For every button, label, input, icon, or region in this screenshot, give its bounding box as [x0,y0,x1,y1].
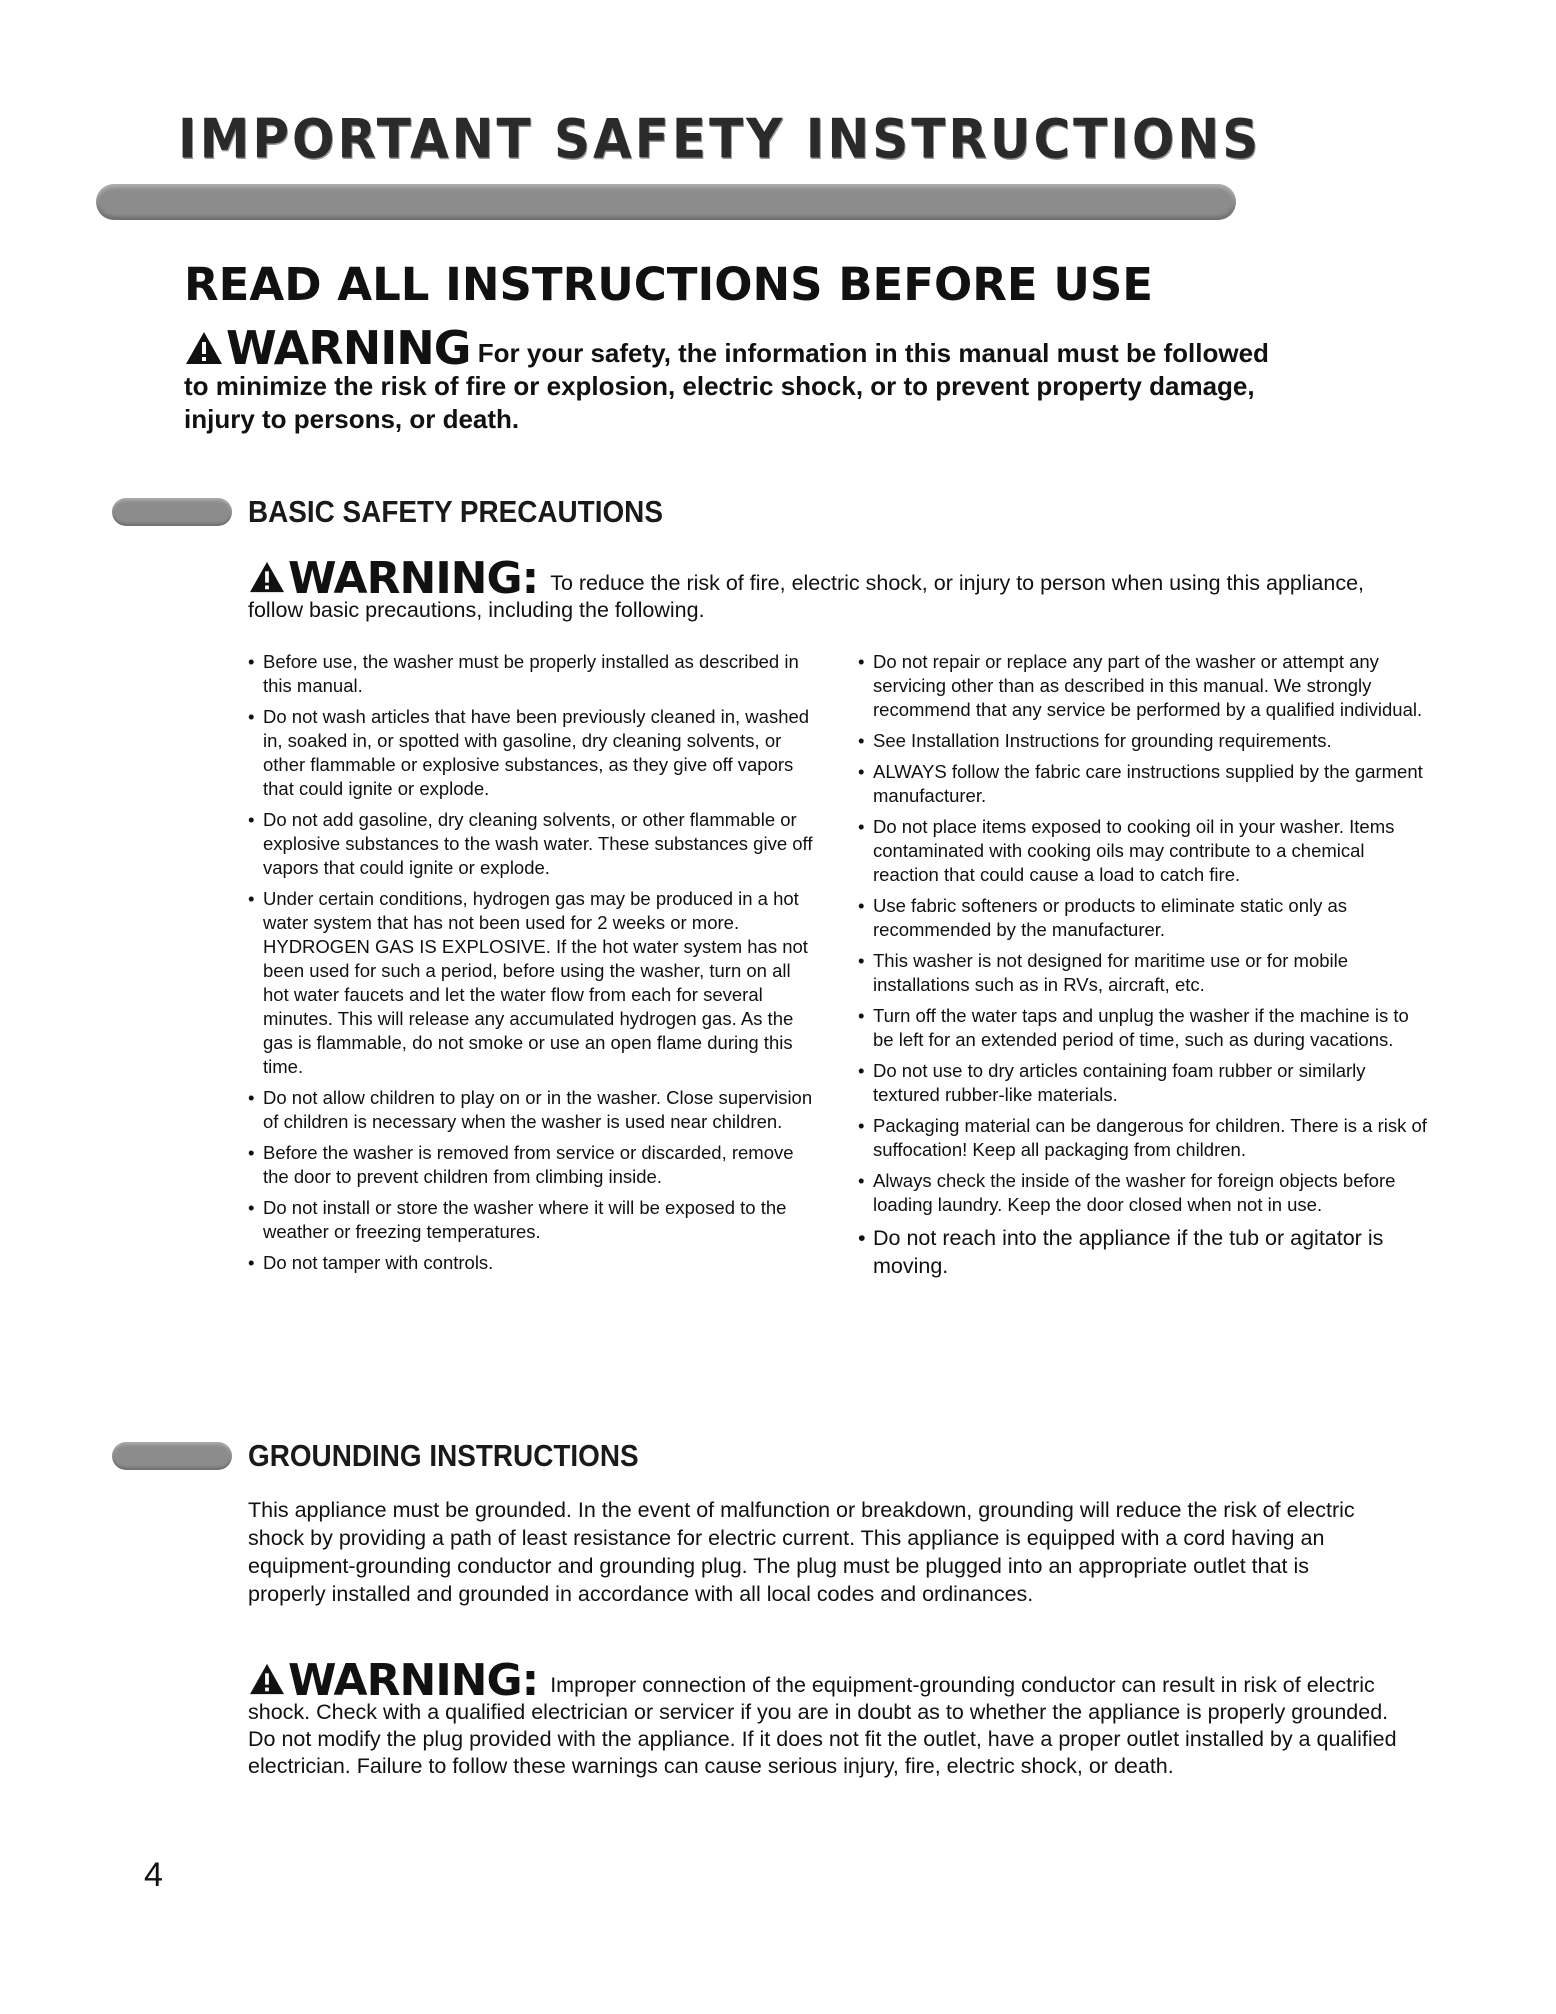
title-divider-bar [96,184,1236,220]
grounding-warning [248,1655,1398,1780]
list-item: • ALWAYS follow the fabric care instructions supplied by the garment manufacturer. [858,760,1428,808]
list-item: • Do not install or store the washer where it will be exposed to the weather or freezing temperatures. [248,1196,818,1244]
list-item: • Do not place items exposed to cooking oil in your washer. Items contaminated with cooking oils may contribute to a chemical reaction that could cause a load to catch fire. [858,815,1428,887]
list-item: • Turn off the water taps and unplug the washer if the machine is to be left for an extended period of time, such as during vacations. [858,1004,1428,1052]
list-item: • Do not reach into the appliance if the tub or agitator is moving. [858,1224,1428,1280]
page-title: IMPORTANT SAFETY INSTRUCTIONS [178,108,1262,171]
grounding-text: This appliance must be grounded. In the event of malfunction or breakdown, grounding will reduce the risk of electric shock by providing a path of least resistance for electric current. This appliance is equipped with a cord having an equipment-grounding conductor and grounding plug. The plug must be plugged into an appropriate outlet that is properly installed and grounded in accordance with all local codes and ordinances. [248,1498,1355,1606]
list-item: • See Installation Instructions for grounding requirements. [858,729,1428,753]
list-item: • Under certain conditions, hydrogen gas may be produced in a hot water system that has not been used for 2 weeks or more. HYDROGEN GAS IS EXPLOSIVE. If the hot water system has not been used for such a period, before using the washer, turn on all hot water faucets and let the water flow from each for several minutes. This will release any accumulated hydrogen gas. As the gas is flammable, do not smoke or use an open flame during this time. [248,887,818,1079]
list-item: • Do not add gasoline, dry cleaning solvents, or other flammable or explosive substances to the wash water. These substances give off vapors that could ignite or explode. [248,808,818,880]
read-all-heading: READ ALL INSTRUCTIONS BEFORE USE [184,258,1154,311]
page-number: 4 [144,1856,163,1894]
list-item: • Do not tamper with controls. [248,1251,818,1275]
warning-label: WARNING: [288,553,539,604]
warning-label: WARNING: [288,1655,539,1706]
list-item: • Do not repair or replace any part of the washer or attempt any servicing other than as described in this manual. We strongly recommend that any service be performed by a qualified individual. [858,650,1428,722]
warning-triangle-icon [248,1662,286,1696]
section-marker-pill [112,1442,232,1470]
list-item: • Do not wash articles that have been previously cleaned in, washed in, soaked in, or spotted with gasoline, dry cleaning solvents, or other flammable or explosive substances, as they give off vapors that could ignite or explode. [248,705,818,801]
list-item: • Always check the inside of the washer for foreign objects before loading laundry. Keep the door closed when not in use. [858,1169,1428,1217]
basic-warning [248,553,1408,624]
list-item: • Before use, the washer must be properly installed as described in this manual. [248,650,818,698]
list-item: • Packaging material can be dangerous for children. There is a risk of suffocation! Keep all packaging from children. [858,1114,1428,1162]
warning-triangle-icon [248,560,286,594]
warning-label: WARNING [226,321,471,375]
intro-warning-text: For your safety, the information in this manual must be followed to minimize the risk of fire or explosion, electric shock, or to prevent property damage, injury to persons, or death. [184,338,1269,434]
warning-triangle-icon [184,330,224,366]
basic-warning-text: To reduce the risk of fire, electric shock, or injury to person when using this appliance, follow basic precautions, including the following. [248,571,1365,622]
grounding-warning-text: Improper connection of the equipment-grounding conductor can result in risk of electric shock. Check with a qualified electrician or servicer if you are in doubt as to whether the appliance is properly grounded. Do not modify the plug provided with the appliance. If it does not fit the outlet, have a proper outlet installed by a qualified electrician. Failure to follow these warnings can cause serious injury, fire, electric shock, or death. [248,1673,1397,1778]
list-item: • Do not allow children to play on or in the washer. Close supervision of children is necessary when the washer is used near children. [248,1086,818,1134]
list-item: • Use fabric softeners or products to eliminate static only as recommended by the manufacturer. [858,894,1428,942]
left-precautions-list [248,650,818,1282]
list-item: • Do not use to dry articles containing foam rubber or similarly textured rubber-like materials. [858,1059,1428,1107]
intro-warning [184,321,1294,436]
right-precautions-list [858,650,1428,1287]
grounding-heading: GROUNDING INSTRUCTIONS [248,1438,639,1473]
section-marker-pill [112,498,232,526]
basic-safety-heading: BASIC SAFETY PRECAUTIONS [248,494,663,529]
list-item: • This washer is not designed for maritime use or for mobile installations such as in RVs, aircraft, etc. [858,949,1428,997]
list-item: • Before the washer is removed from service or discarded, remove the door to prevent children from climbing inside. [248,1141,818,1189]
